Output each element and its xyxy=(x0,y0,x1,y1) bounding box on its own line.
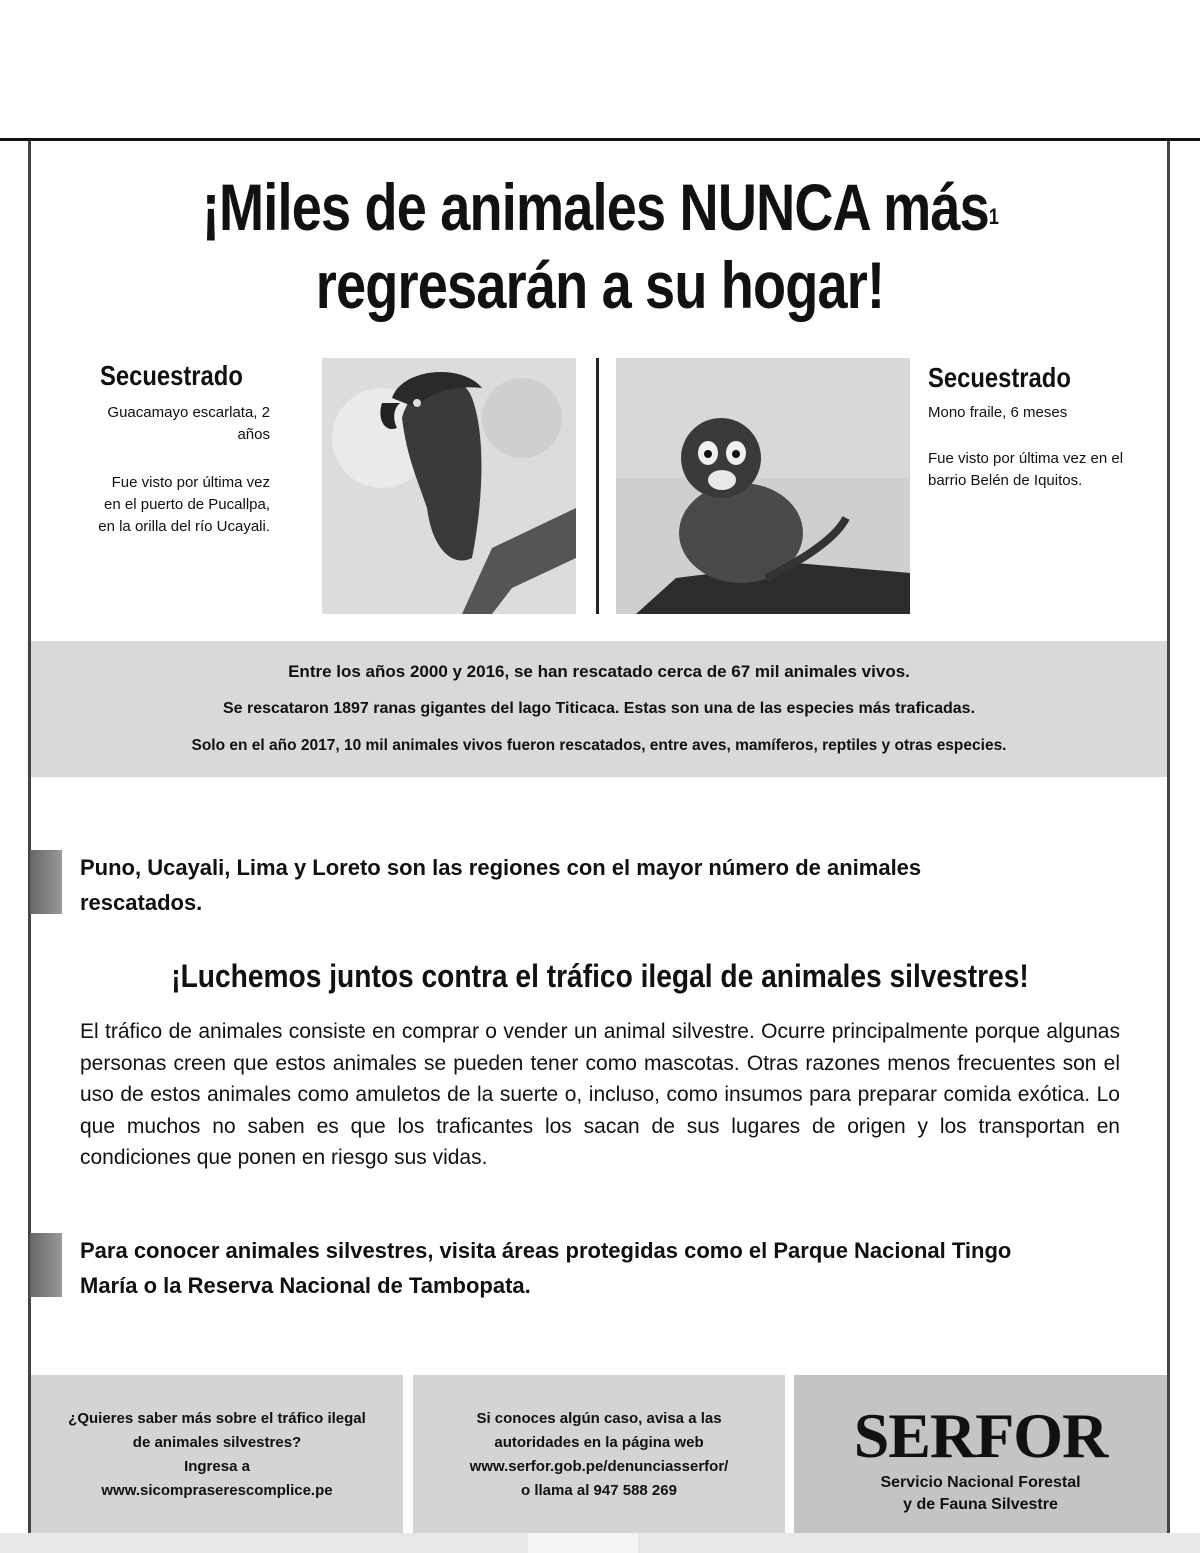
right-case-species: Mono fraile, 6 meses xyxy=(928,404,1068,421)
stat-line-1: Entre los años 2000 y 2016, se han rescatado cerca de 67 mil animales vivos. xyxy=(288,662,910,681)
right-case-last-seen: Fue visto por última vez en el barrio Belén de Iquitos. xyxy=(928,450,1124,489)
macaw-photo xyxy=(322,358,576,614)
footer-report-url[interactable]: www.serfor.gob.pe/denunciasserfor/ xyxy=(469,1458,729,1475)
left-case-species: Guacamayo escarlata, 2 años xyxy=(107,404,270,443)
serfor-logo-sub-2: y de Fauna Silvestre xyxy=(903,1496,1058,1513)
serfor-logo-box xyxy=(794,1375,1167,1533)
right-case-heading: Secuestrado xyxy=(928,362,1071,393)
footer-info-url[interactable]: www.sicompraserescomplice.pe xyxy=(101,1482,333,1499)
monkey-photo xyxy=(616,358,910,614)
bottom-strip-block xyxy=(528,1533,638,1553)
footer-report-phone: o llama al 947 588 269 xyxy=(521,1482,677,1499)
title-footnote: 1 xyxy=(988,204,999,229)
stats-band xyxy=(31,641,1167,777)
macaw-illustration xyxy=(322,358,576,614)
body-paragraph: El tráfico de animales consiste en comprar o vender un animal silvestre. Ocurre principalmente porque algunas personas creen que estos animales se pueden tener como mascotas. Otras razones menos frecuentes son el uso de estos animales como amuletos de la suerte o, incluso, como insumos para preparar comida exótica. Lo que muchos no saben es que los traficantes los sacan de sus lugares de origen y los transportan en condiciones que ponen en riesgo sus vidas. xyxy=(80,1020,1120,1169)
footer-report-text: Si conoces algún caso, avisa a las autoridades en la página web xyxy=(476,1410,722,1451)
poster-title xyxy=(108,168,1092,324)
bullet-protected-areas: Para conocer animales silvestres, visita áreas protegidas como el Parque Nacional Tingo María o la Reserva Nacional de Tambopata. xyxy=(80,1238,1012,1298)
bullet-regions: Puno, Ucayali, Lima y Loreto son las regiones con el mayor número de animales rescatados. xyxy=(80,855,922,915)
monkey-illustration xyxy=(616,358,910,614)
footer-info-question: ¿Quieres saber más sobre el tráfico ilegal de animales silvestres? xyxy=(68,1410,366,1451)
stat-line-3: Solo en el año 2017, 10 mil animales vivos fueron rescatados, entre aves, mamíferos, reptiles y otras especies. xyxy=(191,737,1007,754)
left-case-heading: Secuestrado xyxy=(100,360,243,391)
poster-frame xyxy=(28,141,1170,1536)
photo-divider xyxy=(596,358,599,614)
stat-line-2: Se rescataron 1897 ranas gigantes del lago Titicaca. Estas son una de las especies más traficadas. xyxy=(222,700,976,717)
bullet-marker-2 xyxy=(30,1233,62,1297)
footer-info-cta: Ingresa a xyxy=(184,1458,250,1475)
footer-info-box xyxy=(31,1375,403,1533)
title-line2: regresarán a su hogar! xyxy=(315,248,885,322)
serfor-logo-sub-1: Servicio Nacional Forestal xyxy=(880,1474,1081,1491)
title-line1: ¡Miles de animales NUNCA más xyxy=(201,170,989,244)
left-case-last-seen: Fue visto por última vez en el puerto de Pucallpa, en la orilla del río Ucayali. xyxy=(98,474,270,535)
bullet-marker-1 xyxy=(30,850,62,914)
section-subheading: ¡Luchemos juntos contra el tráfico ilegal de animales silvestres! xyxy=(171,958,1029,994)
bottom-strip xyxy=(0,1533,1200,1553)
footer-report-box xyxy=(413,1375,785,1533)
serfor-logo: SERFOR xyxy=(853,1400,1108,1471)
